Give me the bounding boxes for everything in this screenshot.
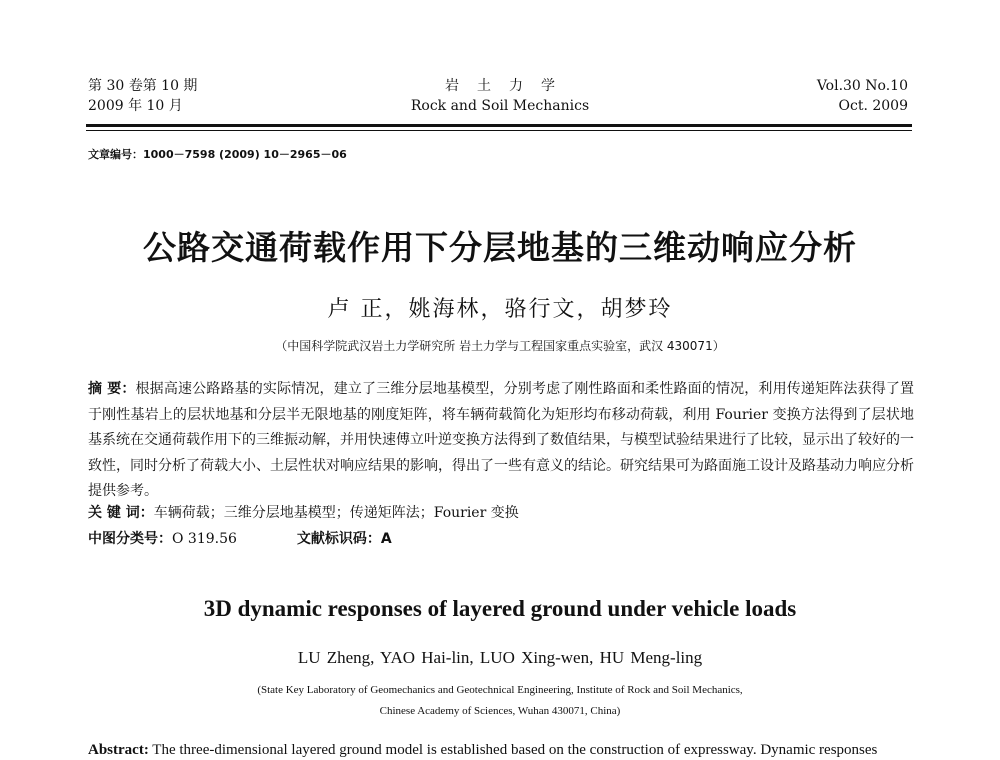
header-rule-thin: [86, 130, 912, 131]
date-en: Oct. 2009: [838, 98, 908, 114]
date-cn: 2009 年 10 月: [88, 98, 183, 114]
keywords-cn-label: 关 键 词：: [88, 505, 154, 521]
affiliation-cn: （中国科学院武汉岩土力学研究所 岩土力学与工程国家重点实验室，武汉 430071）: [275, 339, 725, 353]
affiliation-en-line1: (State Key Laboratory of Geomechanics and Geotechnical Engineering, Institute of Rock and Soil Mechanics,: [257, 684, 743, 696]
authors-en: LU Zheng, YAO Hai-lin, LUO Xing-wen, HU Meng-ling: [297, 648, 703, 667]
issue-info-en: [817, 76, 908, 116]
article-number: [88, 146, 347, 162]
journal-name-en: Rock and Soil Mechanics: [410, 98, 590, 114]
volume-issue-en: Vol.30 No.10: [816, 78, 908, 94]
authors-cn: 卢 正，姚海林，骆行文，胡梦玲: [327, 297, 673, 322]
journal-name-cn: 岩土力学: [445, 78, 573, 94]
affiliation-en: [0, 680, 1000, 722]
clc-label: 中图分类号：: [88, 531, 172, 547]
doc-code-label: 文献标识码：: [296, 531, 381, 547]
abstract-en-text: The three-dimensional layered ground model is established based on the construction of expressway. Dynamic responses: [148, 742, 878, 758]
clc-value: O 319.56: [172, 531, 237, 547]
classification: [88, 528, 392, 548]
paper-title-en: 3D dynamic responses of layered ground under vehicle loads: [203, 596, 797, 621]
article-number-label: 文章编号：: [88, 148, 143, 161]
keywords-cn: [88, 502, 519, 522]
abstract-en-label: Abstract:: [88, 742, 149, 758]
volume-issue-cn: 第 30 卷第 10 期: [88, 78, 198, 94]
abstract-cn-label: 摘 要：: [88, 381, 136, 397]
affiliation-en-line2: Chinese Academy of Sciences, Wuhan 430071, China): [379, 705, 621, 717]
header-rule-thick: [86, 124, 912, 127]
keywords-cn-text: 车辆荷载；三维分层地基模型；传递矩阵法；Fourier 变换: [153, 505, 519, 521]
doc-code-value: A: [380, 531, 392, 547]
abstract-cn: [88, 377, 914, 505]
abstract-cn-text: 根据高速公路路基的实际情况，建立了三维分层地基模型，分别考虑了刚性路面和柔性路面的情况，利用传递矩阵法获得了置于刚性基岩上的层状地基和分层半无限地基的刚度矩阵，将车辆荷载简化为矩形均布移动荷载，利用 Fourier 变换方法得到了层状地基系统在交通荷载作用下的三维振动解，并用快速傅立叶逆变换方法得到了数值结果，与模型试验结果进行了比较，显示出了较好的一致性，同时分析了荷载大小、土层性状对响应结果的影响，得出了一些有意义的结论。研究结果可为路面施工设计及路基动力响应分析提供参考。: [88, 381, 915, 499]
paper-title-cn: 公路交通荷载作用下分层地基的三维动响应分析: [143, 228, 857, 267]
abstract-en: [88, 742, 914, 759]
article-number-value: 1000－7598 (2009) 10－2965－06: [143, 148, 347, 161]
